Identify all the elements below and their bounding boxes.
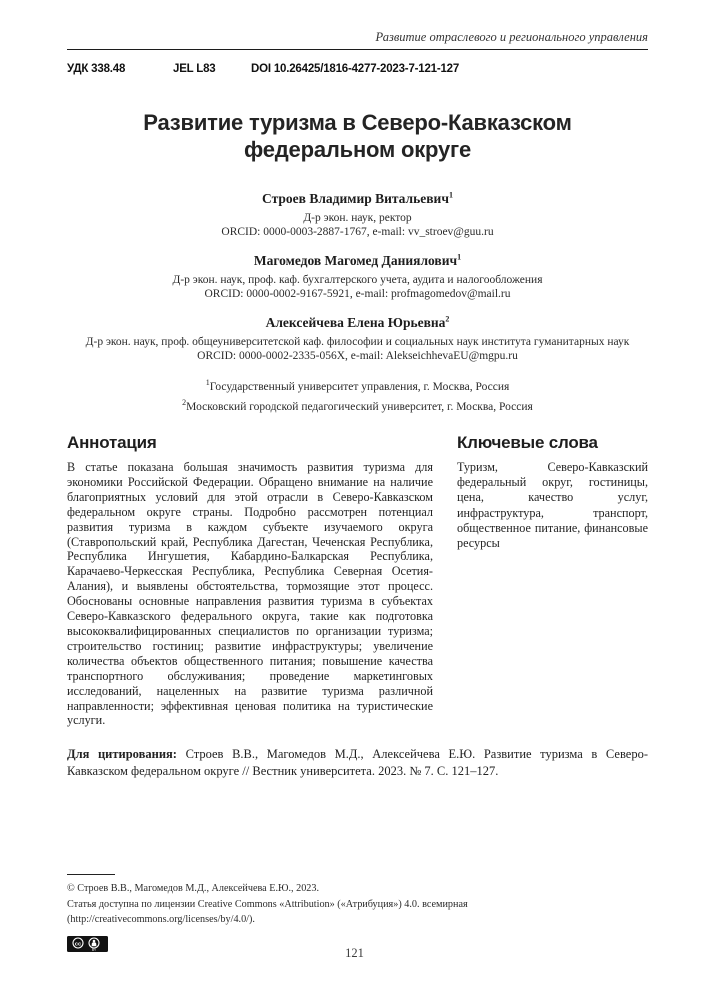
author-affil-mark: 1 bbox=[457, 252, 462, 262]
citation-block bbox=[67, 746, 648, 780]
abstract-heading: Аннотация bbox=[67, 433, 157, 452]
author-degree: Д-р экон. наук, проф. общеуниверситетской каф. философии и социальных наук института гуманитарных наук bbox=[85, 336, 630, 348]
author-name bbox=[67, 315, 648, 331]
footer bbox=[67, 874, 648, 957]
affiliation-mark: 2 bbox=[182, 398, 187, 408]
author-degree: Д-р экон. наук, проф. каф. бухгалтерского учета, аудита и налогообложения bbox=[172, 274, 543, 286]
abstract-text: В статье показана большая значимость развития туризма для экономики Российской Федерации. Обращено внимание на наличие благоприятных условий для этой отрасли в Северо-Кавказском федеральном округе страны. Подробно рассмотрен потенциал развития туризма в каждом субъекте изучаемого округа (Ставропольский край, Республика Дагестан, Чеченская Республика, Республика Ингушетия, Кабардино-Балкарская Республика, Карачаево-Черкесская Республика, Республика Северная Осетия-Алания), и выявлены обстоятельства, тормозящие этот процесс. Обоснованы основные направления развития туризма в субъектах Северо-Кавказского федерального округа, такие как подготовка высококвалифицированных специалистов по организации туризма; строительство гостиниц; развитие инфраструктуры; увеличение количества объектов общественного питания; повышение качества транспортного обслуживания; проведение маркетинговых исследований, нацеленных на развитие туризма различной направленности; эффективная ценовая политика на туристические услуги. bbox=[67, 460, 433, 728]
header-rule bbox=[67, 49, 648, 50]
citation-label: Для цитирования: bbox=[67, 747, 177, 762]
article-meta bbox=[67, 63, 648, 75]
affiliation-text: Государственный университет управления, г. Москва, Россия bbox=[209, 381, 510, 393]
keywords-section bbox=[457, 433, 648, 728]
abstract-section bbox=[67, 433, 433, 728]
author-orcid-email: ORCID: 0000-0002-9167-5921, e-mail: profmagomedov@mail.ru bbox=[204, 288, 511, 300]
author-block bbox=[67, 191, 648, 239]
copyright-line: © Строев В.В., Магомедов М.Д., Алексейчева Е.Ю., 2023. bbox=[67, 883, 320, 894]
jel-label: JEL L83 bbox=[173, 63, 216, 75]
affiliation-item bbox=[67, 377, 648, 397]
by-icon-text: BY bbox=[91, 947, 97, 952]
affiliation-text: Московский городской педагогический университет, г. Москва, Россия bbox=[186, 401, 533, 413]
affiliation-item bbox=[67, 397, 648, 417]
running-head: Развитие отраслевого и регионального управления bbox=[375, 30, 648, 44]
author-name-text: Магомедов Магомед Даниялович bbox=[253, 253, 458, 268]
cc-icon-text: cc bbox=[74, 940, 82, 947]
doi-label: DOI 10.26425/1816-4277-2023-7-121-127 bbox=[251, 63, 460, 75]
author-affil-mark: 1 bbox=[448, 190, 453, 200]
authors-section bbox=[67, 191, 648, 363]
author-name bbox=[67, 253, 648, 269]
footnote-rule bbox=[67, 874, 115, 875]
person-head bbox=[93, 939, 96, 942]
author-affil-mark: 2 bbox=[445, 314, 450, 324]
page-number: 121 bbox=[345, 946, 364, 960]
udc-label: УДК 338.48 bbox=[67, 63, 126, 75]
keywords-text: Туризм, Северо-Кавказский федеральный округ, гостиницы, цена, качество услуг, инфраструктура, транспорт, общественное питание, финансовые ресурсы bbox=[457, 460, 648, 551]
author-degree: Д-р экон. наук, ректор bbox=[303, 212, 412, 224]
author-block bbox=[67, 315, 648, 363]
abstract-keywords-columns bbox=[67, 433, 648, 728]
author-name bbox=[67, 191, 648, 207]
affiliations-section bbox=[67, 377, 648, 417]
author-block bbox=[67, 253, 648, 301]
author-orcid-email: ORCID: 0000-0002-2335-056X, e-mail: AlekseichhevaEU@mgpu.ru bbox=[197, 350, 518, 362]
author-name-text: Строев Владимир Витальевич bbox=[262, 191, 449, 206]
author-name-text: Алексейчева Елена Юрьевна bbox=[265, 315, 446, 330]
citation-text: Строев В.В., Магомедов М.Д., Алексейчева Е.Ю. Развитие туризма в Северо-Кавказском федеральном округе // Вестник университета. 2023. № 7. С. 121–127. bbox=[67, 747, 648, 779]
affiliation-mark: 1 bbox=[205, 378, 210, 388]
article-title: Развитие туризма в Северо-Кавказском федеральном округе bbox=[143, 110, 572, 162]
license-line: Статья доступна по лицензии Creative Commons «Attribution» («Атрибуция») 4.0. всемирная (http://creativecommons.org/licenses/by/4.0/). bbox=[67, 898, 468, 925]
keywords-heading: Ключевые слова bbox=[457, 433, 598, 452]
author-orcid-email: ORCID: 0000-0003-2887-1767, e-mail: vv_stroev@guu.ru bbox=[221, 226, 494, 238]
